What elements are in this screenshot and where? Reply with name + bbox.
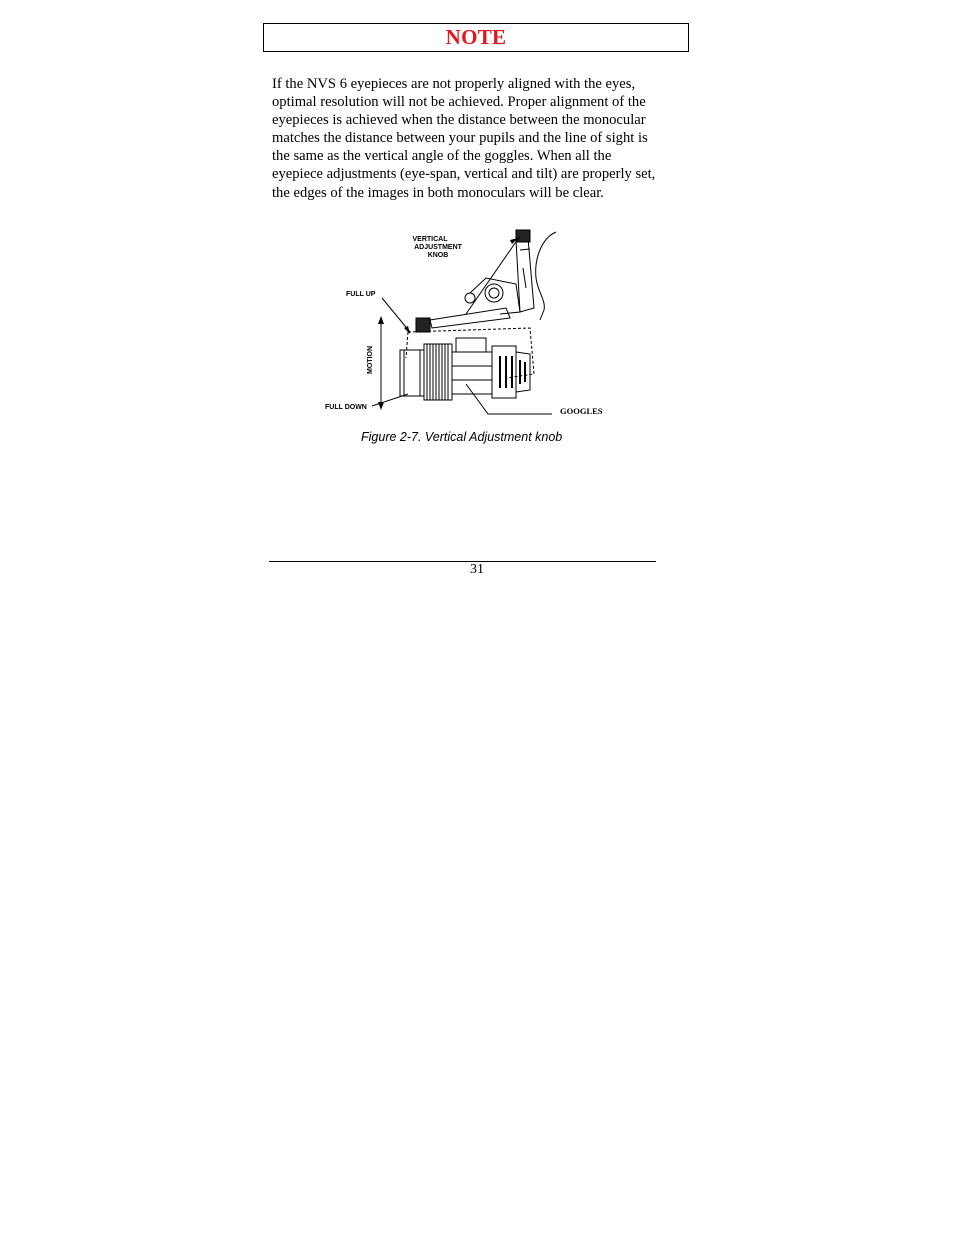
figure-caption: Figure 2-7. Vertical Adjustment knob — [361, 430, 563, 444]
paragraph-line: the same as the vertical angle of the goggles. When all the — [272, 148, 612, 165]
note-box — [263, 23, 689, 52]
vertical-adjustment-knob-shape — [516, 230, 530, 242]
full-up-label: FULL UP — [346, 291, 376, 298]
adjustment-label: ADJUSTMENT — [414, 244, 462, 251]
helmet-outline — [536, 232, 556, 320]
full-down-leader — [372, 394, 408, 406]
paragraph-line: eyepieces is achieved when the distance between the monocular — [272, 112, 646, 129]
pivot-knob — [485, 284, 503, 302]
adjustment-arm — [430, 308, 510, 328]
eyepiece-knob — [416, 318, 430, 332]
full-up-leader — [382, 298, 410, 332]
goggles-leader — [466, 384, 552, 414]
page-number: 31 — [470, 562, 484, 577]
goggle-adjustment-figure — [320, 228, 620, 433]
paragraph-line: eyepiece adjustments (eye-span, vertical and tilt) are properly set, — [272, 166, 656, 183]
knob-label: KNOB — [427, 252, 449, 259]
monocular-housing — [452, 352, 492, 394]
goggles-label: GOOGLES — [560, 406, 603, 416]
full-down-label: FULL DOWN — [325, 404, 367, 411]
note-title: NOTE — [445, 25, 507, 49]
motion-label: MOTION — [367, 346, 374, 374]
vertical-label: VERTICAL — [412, 236, 448, 243]
paragraph-line: the edges of the images in both monoculars will be clear. — [272, 184, 604, 201]
paragraph-line: optimal resolution will not be achieved. Proper alignment of the — [272, 94, 646, 111]
note-paragraph — [272, 75, 692, 202]
goggle-illustration — [320, 228, 620, 433]
paragraph-line: If the NVS 6 eyepieces are not properly aligned with the eyes, — [272, 76, 636, 92]
paragraph-line: matches the distance between your pupils and the line of sight is — [272, 130, 648, 147]
